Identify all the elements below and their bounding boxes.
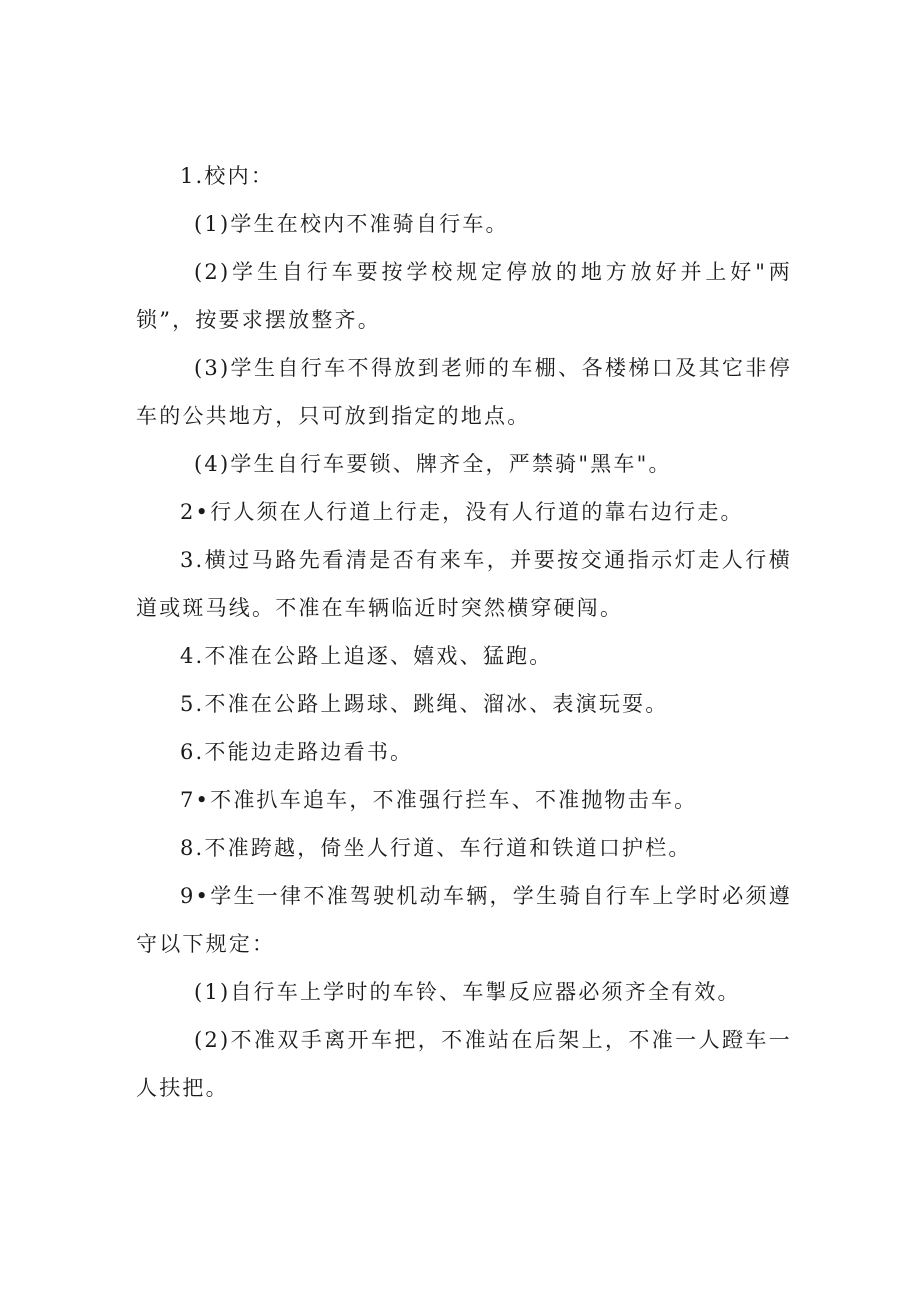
paragraph-rule-4: 4.不准在公路上追逐、嬉戏、猛跑。 bbox=[180, 644, 553, 668]
paragraph-rule-7: 7•不准扒车追车，不准强行拦车、不准抛物击车。 bbox=[180, 788, 698, 812]
paragraph-rule-9: 9•学生一律不准驾驶机动车辆，学生骑自行车上学时必须遵守以下规定： bbox=[136, 884, 792, 956]
paragraph-rule-8: 8.不准跨越，倚坐人行道、车行道和铁道口护栏。 bbox=[180, 836, 692, 860]
paragraph-bike-rule-2: (2)不准双手离开车把，不准站在后架上，不准一人蹬车一人扶把。 bbox=[136, 1028, 792, 1100]
paragraph-campus-heading: 1.校内： bbox=[180, 164, 275, 188]
paragraph-rule-6: 6.不能边走路边看书。 bbox=[180, 740, 414, 764]
paragraph-rule-3: 3.横过马路先看清是否有来车，并要按交通指示灯走人行横道或斑马线。不准在车辆临近时突然横穿硬闯。 bbox=[136, 548, 792, 620]
paragraph-campus-rule-1: (1)学生在校内不准骑自行车。 bbox=[194, 212, 509, 236]
paragraph-campus-rule-3: (3)学生自行车不得放到老师的车棚、各楼梯口及其它非停车的公共地方，只可放到指定的地点。 bbox=[136, 356, 792, 428]
paragraph-rule-2: 2•行人须在人行道上行走，没有人行道的靠右边行走。 bbox=[180, 500, 744, 524]
paragraph-campus-rule-2: (2)学生自行车要按学校规定停放的地方放好并上好"两锁”，按要求摆放整齐。 bbox=[136, 260, 792, 332]
paragraph-bike-rule-1: (1)自行车上学时的车铃、车掣反应器必须齐全有效。 bbox=[194, 980, 741, 1004]
document-body bbox=[136, 152, 792, 1112]
paragraph-rule-5: 5.不准在公路上踢球、跳绳、溜冰、表演玩耍。 bbox=[180, 692, 669, 716]
paragraph-campus-rule-4: (4)学生自行车要锁、牌齐全，严禁骑"黑车"。 bbox=[194, 452, 672, 476]
